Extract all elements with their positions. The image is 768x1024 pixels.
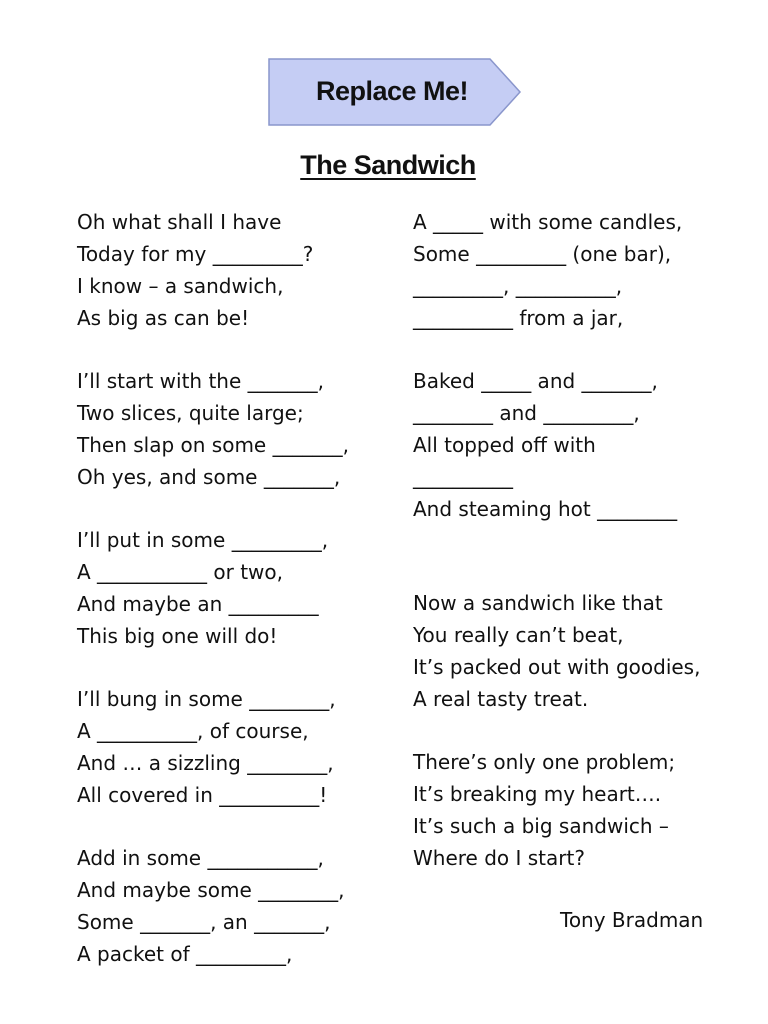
- poem-line: Where do I start?: [413, 846, 585, 870]
- poem-line: A real tasty treat.: [413, 687, 589, 711]
- poem-line: There’s only one problem;: [413, 750, 676, 774]
- poem-line: Two slices, quite large;: [77, 401, 304, 425]
- stanza: [413, 587, 733, 715]
- banner-label: Replace Me!: [315, 76, 469, 106]
- poem-left-column: [77, 206, 377, 970]
- stanza: [413, 746, 733, 874]
- poem-line: Now a sandwich like that: [413, 591, 663, 615]
- stanza: [413, 365, 733, 525]
- poem-line: Some _________ (one bar),: [413, 242, 672, 266]
- poem-line: Oh what shall I have: [77, 210, 282, 234]
- stanza: [77, 683, 377, 811]
- poem-line: I’ll bung in some ________,: [77, 687, 336, 711]
- poem-line: All topped off with: [413, 433, 596, 457]
- poem-line: It’s breaking my heart….: [413, 782, 662, 806]
- poem-line: It’s packed out with goodies,: [413, 655, 701, 679]
- replace-me-banner[interactable]: [268, 58, 522, 126]
- poem-line: Add in some ___________,: [77, 846, 324, 870]
- poem-line: A packet of _________,: [77, 942, 293, 966]
- poem-title: The Sandwich: [300, 150, 476, 180]
- poem-line: I’ll start with the _______,: [77, 369, 324, 393]
- poem-line: A _____ with some candles,: [413, 210, 683, 234]
- poem-line: I’ll put in some _________,: [77, 528, 329, 552]
- poem-line: And maybe some ________,: [77, 878, 345, 902]
- poem-right-column: [413, 206, 733, 874]
- stanza: [77, 365, 377, 493]
- poem-line: And maybe an _________: [77, 592, 319, 616]
- poem-line: Some _______, an _______,: [77, 910, 331, 934]
- poem-author: Tony Bradman: [560, 908, 704, 932]
- poem-line: This big one will do!: [77, 624, 278, 648]
- stanza: [77, 524, 377, 652]
- poem-line: ________ and _________,: [413, 401, 640, 425]
- poem-line: And … a sizzling ________,: [77, 751, 334, 775]
- poem-line: A ___________ or two,: [77, 560, 284, 584]
- poem-line: I know – a sandwich,: [77, 274, 284, 298]
- poem-line: Baked _____ and _______,: [413, 369, 658, 393]
- poem-line: You really can’t beat,: [413, 623, 624, 647]
- poem-line: _________, __________,: [413, 274, 623, 298]
- poem-line: Today for my _________?: [77, 242, 314, 266]
- poem-line: And steaming hot ________: [413, 497, 678, 521]
- poem-line: __________: [413, 465, 513, 489]
- poem-line: Then slap on some _______,: [77, 433, 349, 457]
- stanza: [413, 206, 733, 334]
- poem-line: __________ from a jar,: [413, 306, 624, 330]
- poem-line: It’s such a big sandwich –: [413, 814, 669, 838]
- poem-line: Oh yes, and some _______,: [77, 465, 341, 489]
- stanza: [77, 206, 377, 334]
- poem-line: All covered in __________!: [77, 783, 328, 807]
- poem-line: As big as can be!: [77, 306, 250, 330]
- poem-line: A __________, of course,: [77, 719, 309, 743]
- stanza: [77, 842, 377, 970]
